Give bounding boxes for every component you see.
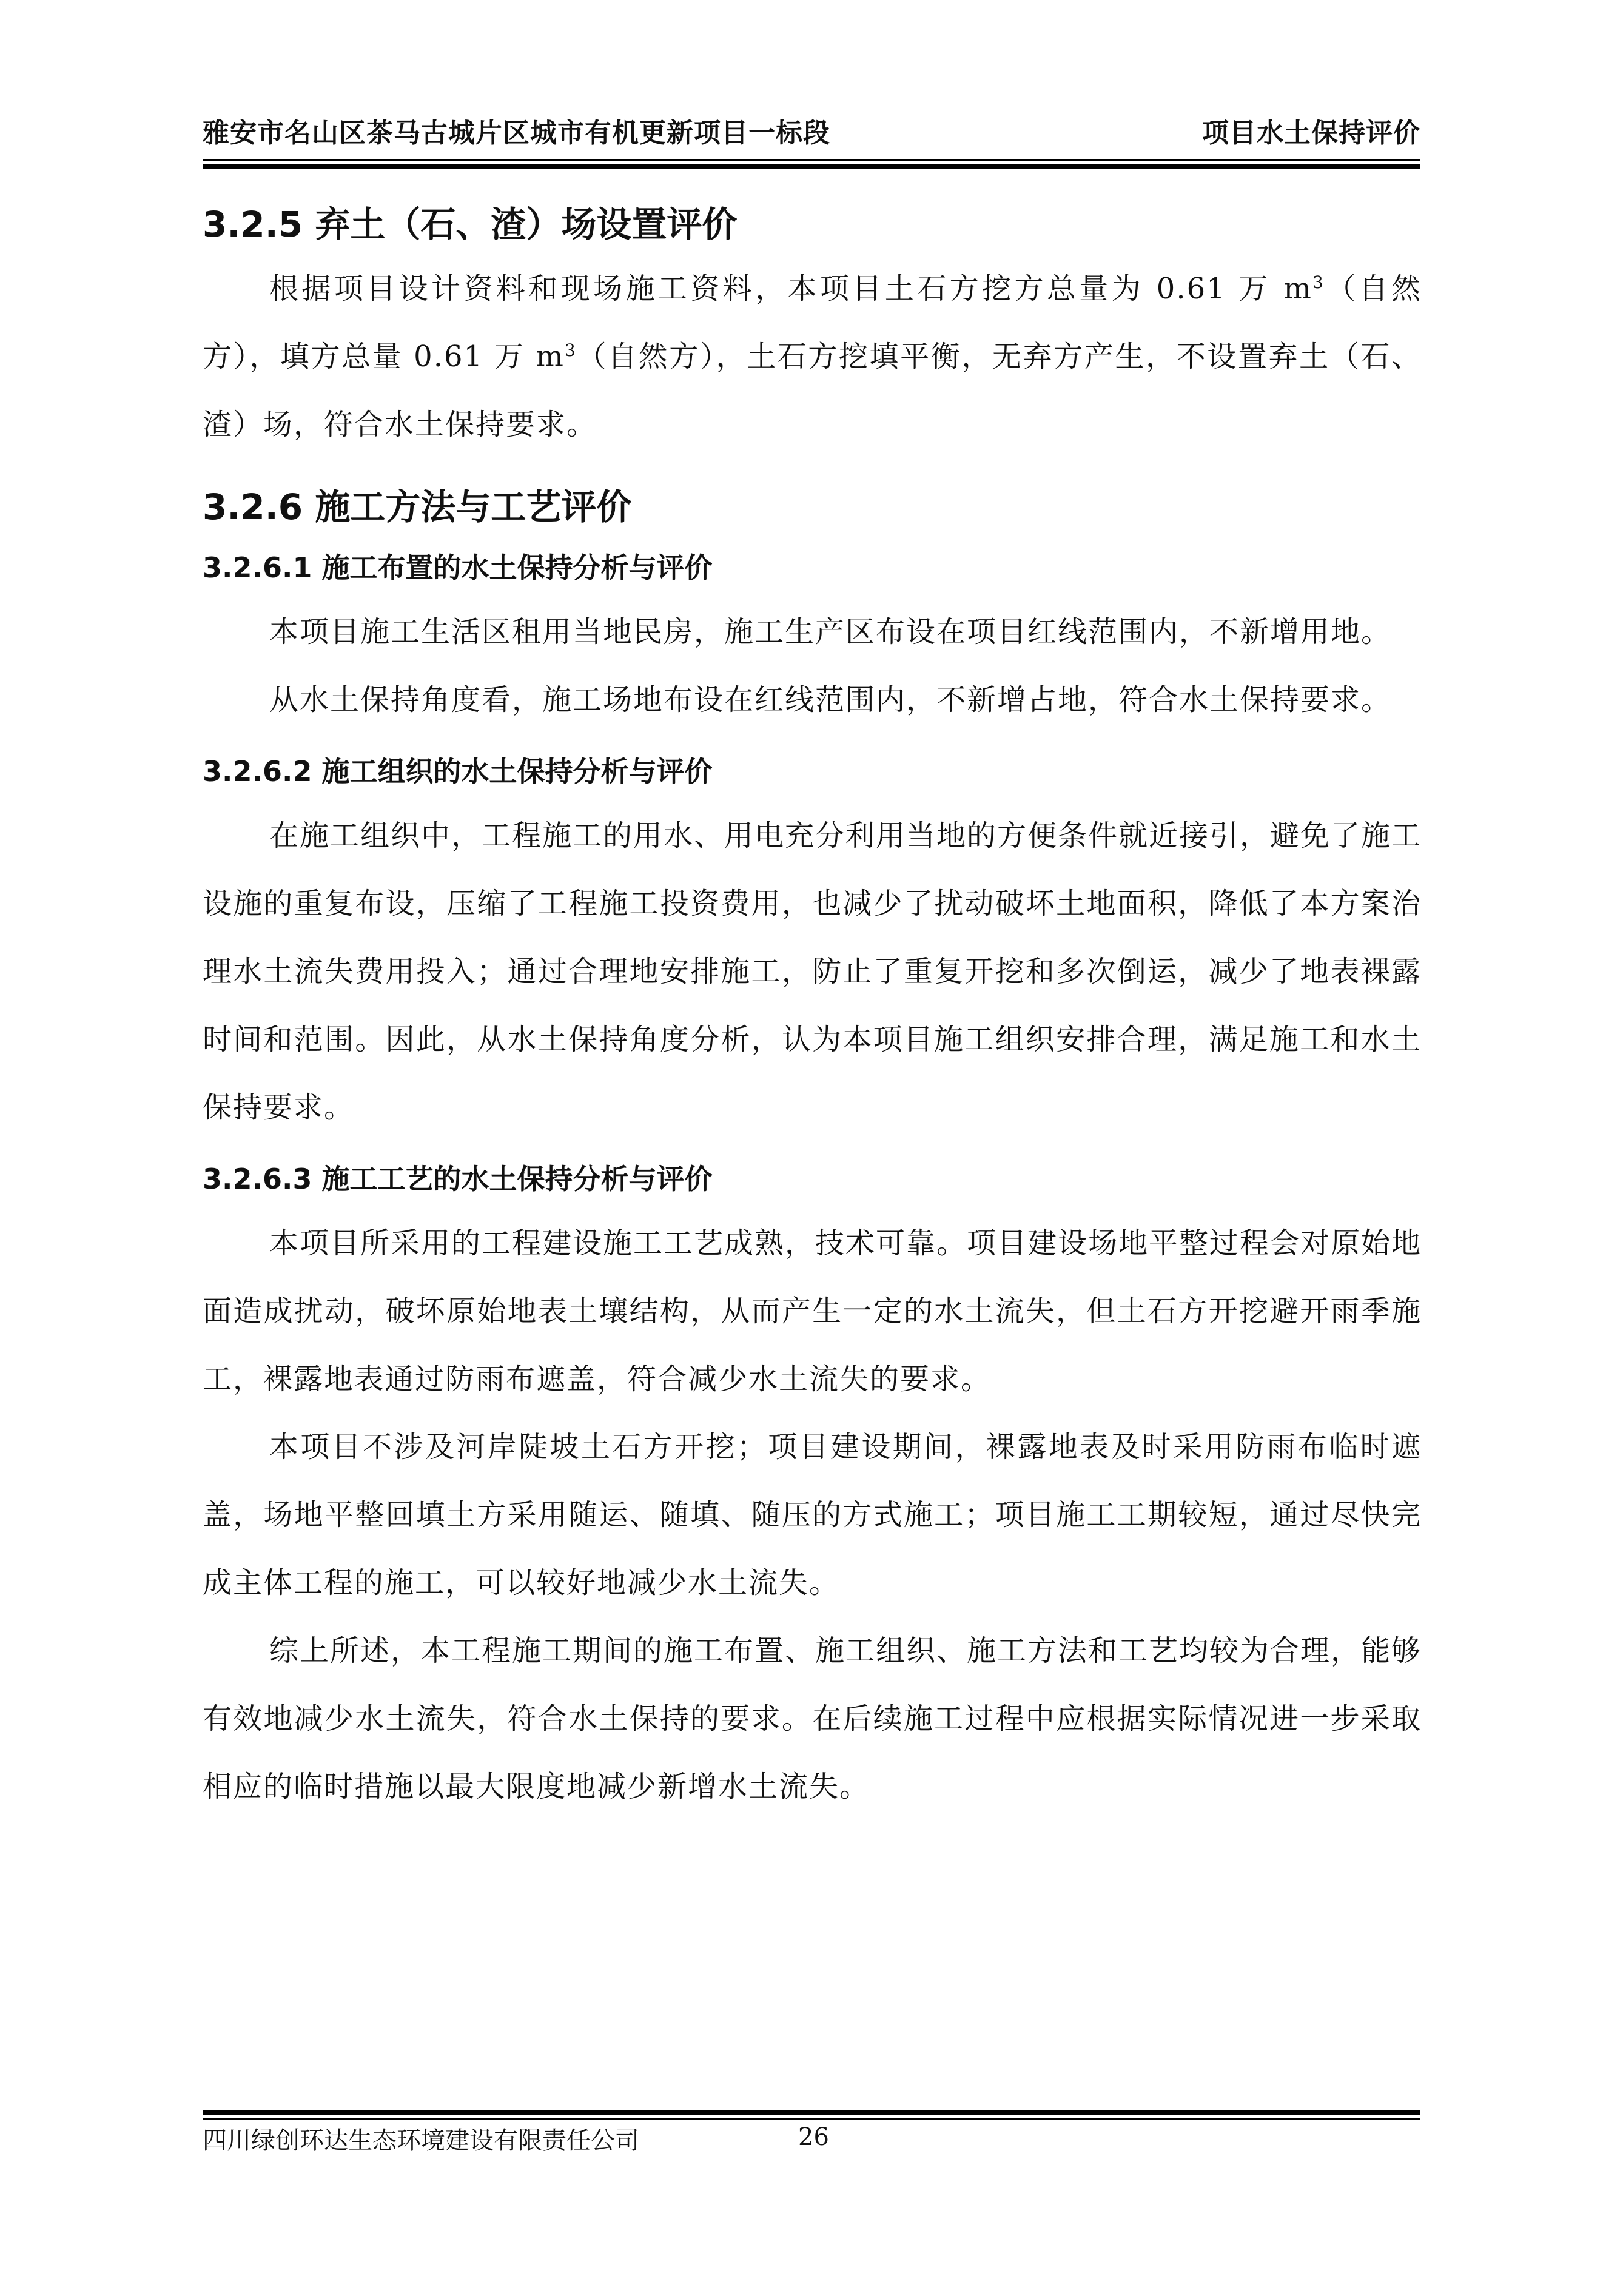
paragraph-3-2-6-1-a: 本项目施工生活区租用当地民房，施工生产区布设在项目红线范围内，不新增用地。 <box>269 615 1392 649</box>
heading-3-2-6-1: 3.2.6.1 施工布置的水土保持分析与评价 <box>203 551 713 584</box>
superscript-cubic: 3 <box>1312 272 1325 292</box>
page-number: 26 <box>798 2123 829 2151</box>
paragraph-3-2-6-3-b: 本项目不涉及河岸陡坡土石方开挖；项目建设期间，裸露地表及时采用防雨布临时遮盖，场地平整回填土方采用随运、随填、随压的方式施工；项目施工工期较短，通过尽快完成主体工程的施工，可以较好地减少水土流失。 <box>203 1430 1422 1600</box>
footer-rule-thick <box>203 2110 1420 2115</box>
paragraph-3-2-5-part-b: （自然方），填方总量 0.61 万 m <box>203 272 1422 374</box>
paragraph-3-2-6-1-b: 从水土保持角度看，施工场地布设在红线范围内，不新增占地，符合水土保持要求。 <box>269 683 1392 717</box>
superscript-cubic: 3 <box>564 340 577 360</box>
page-content <box>203 194 1422 1821</box>
paragraph-3-2-5-part-a: 根据项目设计资料和现场施工资料，本项目土石方挖方总量为 0.61 万 m <box>269 272 1312 306</box>
header-rule-thin <box>203 159 1420 161</box>
heading-3-2-6-2: 3.2.6.2 施工组织的水土保持分析与评价 <box>203 755 713 788</box>
heading-3-2-6-3: 3.2.6.3 施工工艺的水土保持分析与评价 <box>203 1163 713 1195</box>
page-header <box>203 109 1420 158</box>
paragraph-3-2-6-3-c: 综上所述，本工程施工期间的施工布置、施工组织、施工方法和工艺均较为合理，能够有效地减少水土流失，符合水土保持的要求。在后续施工过程中应根据实际情况进一步采取相应的临时措施以最大限度地减少新增水土流失。 <box>203 1634 1422 1804</box>
paragraph-3-2-6-2: 在施工组织中，工程施工的用水、用电充分利用当地的方便条件就近接引，避免了施工设施的重复布设，压缩了工程施工投资费用，也减少了扰动破坏土地面积，降低了本方案治理水土流失费用投入；通过合理地安排施工，防止了重复开挖和多次倒运，减少了地表裸露时间和范围。因此，从水土保持角度分析，认为本项目施工组织安排合理，满足施工和水土保持要求。 <box>203 819 1422 1124</box>
footer-company-name: 四川绿创环达生态环境建设有限责任公司 <box>203 2127 639 2155</box>
paragraph-3-2-5 <box>203 255 1422 458</box>
heading-3-2-6: 3.2.6 施工方法与工艺评价 <box>203 486 632 528</box>
header-section-title: 项目水土保持评价 <box>1202 118 1420 149</box>
header-rule-thick <box>203 164 1420 169</box>
paragraph-3-2-5-part-c: （自然方），土石方挖填平衡，无弃方产生，不设置弃土（石、渣）场，符合水土保持要求。 <box>203 340 1422 441</box>
paragraph-3-2-6-3-a: 本项目所采用的工程建设施工工艺成熟，技术可靠。项目建设场地平整过程会对原始地面造成扰动，破坏原始地表土壤结构，从而产生一定的水土流失，但土石方开挖避开雨季施工，裸露地表通过防雨布遮盖，符合减少水土流失的要求。 <box>203 1226 1422 1396</box>
heading-3-2-5: 3.2.5 弃土（石、渣）场设置评价 <box>203 204 738 245</box>
header-project-title: 雅安市名山区茶马古城片区城市有机更新项目一标段 <box>203 118 830 149</box>
